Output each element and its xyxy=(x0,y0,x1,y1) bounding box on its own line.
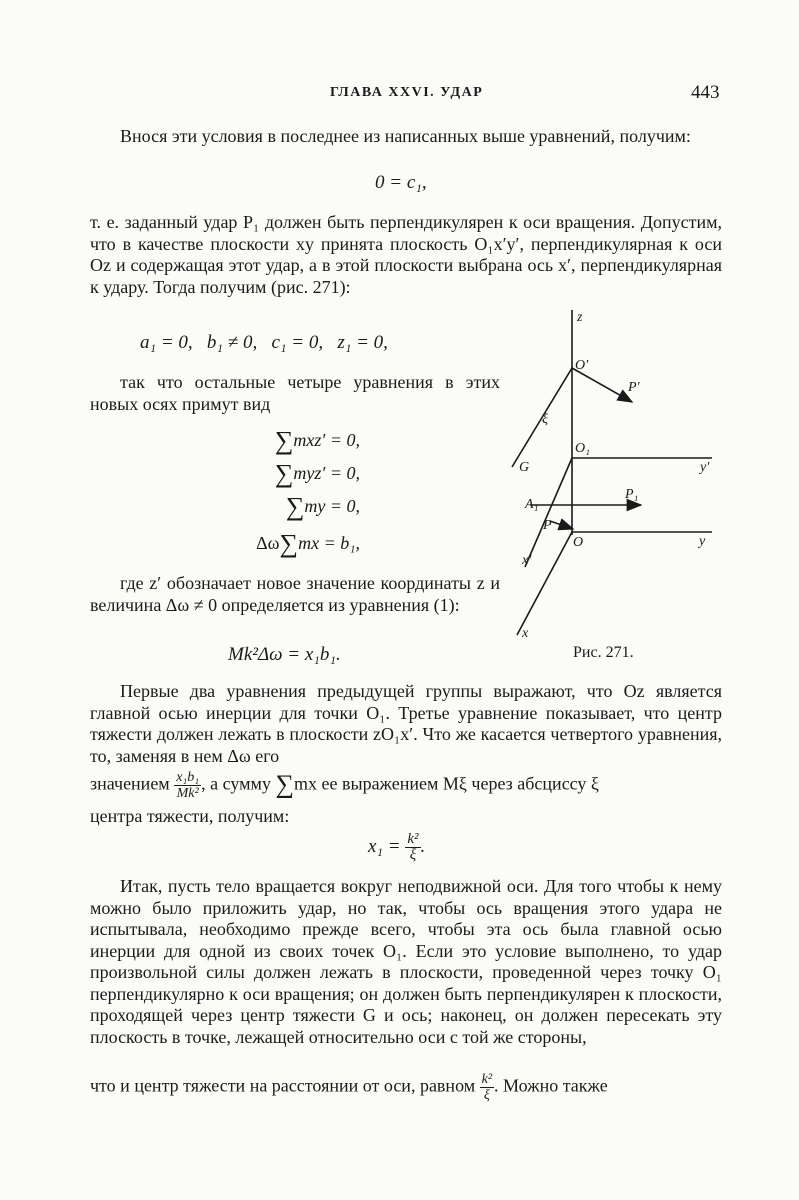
sum-eq-4-text: mx = b₁, xyxy=(298,533,360,553)
paragraph-5: Первые два уравнения предыдущей группы выражают, что Oz является главной осью инерции для точки O₁. Третье уравнение показывает, что центр тяжести должен лежать в плоскости zO₁x′. Что же касается четвертого уравнения, то, заменяя в нем Δω его xyxy=(90,681,722,766)
label-o1: O₁ xyxy=(575,441,590,456)
paragraph-6-line xyxy=(90,770,722,801)
fraction-denominator: Mk² xyxy=(176,786,199,801)
sum-eq-1-text: mxz′ = 0, xyxy=(293,430,360,450)
sum-equation-3 xyxy=(200,492,360,522)
label-o: O xyxy=(573,535,584,550)
sigma-symbol: ∑ xyxy=(279,529,299,558)
equation-c1: 0 = c₁, xyxy=(375,172,427,193)
label-p: P xyxy=(543,518,552,533)
p6-text-c: mx ее выражением Mξ через абсциссу ξ xyxy=(294,773,599,794)
paragraph-7: Итак, пусть тело вращается вокруг неподвижной оси. Для того чтобы к нему можно было приложить удар, но так, чтобы ось вращения этого удара не испытывала, необходимо прежде всего, чтобы эта ось была главной осью инерции для одной из своих точек O₁. Если это условие выполнено, то удар произвольной силы должен лежать в плоскости, проведенной через точку O₁ перпендикулярно к оси вращения; он должен быть перпендикулярен к плоскости, проходящей через центр тяжести G и ось; наконец, он должен пересекать эту плоскость в точке, лежащей относительно оси с той же стороны, xyxy=(90,876,722,1047)
fraction-numerator: k² xyxy=(481,1072,493,1087)
figure-diagram xyxy=(495,305,735,650)
label-p1: P₁ xyxy=(625,487,639,502)
label-z: z xyxy=(577,310,583,325)
fraction-denominator: ξ xyxy=(483,1088,490,1103)
fraction-denominator: ξ xyxy=(409,847,417,863)
figure-271 xyxy=(495,305,735,650)
paragraph-6-end: центра тяжести, получим: xyxy=(90,806,290,826)
p6-text-a: значением xyxy=(90,773,170,794)
equation-zero-conditions: a₁ = 0, b₁ ≠ 0, c₁ = 0, z₁ = 0, xyxy=(140,332,388,353)
label-g: G xyxy=(519,460,530,475)
equation-x1 xyxy=(368,832,425,863)
label-o-prime: O′ xyxy=(575,358,589,373)
fraction-k2-xi xyxy=(405,832,420,863)
label-xi: ξ xyxy=(542,412,548,427)
chapter-title: ГЛАВА XXVI. УДАР xyxy=(330,85,484,100)
sum-equation-4 xyxy=(200,529,360,559)
sigma-symbol: ∑ xyxy=(274,426,294,455)
sigma-symbol: ∑ xyxy=(285,492,305,521)
fraction-x1b1-mk2 xyxy=(174,770,201,801)
page-number: 443 xyxy=(691,82,720,103)
p-arrow xyxy=(550,521,573,529)
label-y-prime: y′ xyxy=(700,460,710,475)
sum-equation-2 xyxy=(200,459,360,489)
fraction-numerator: k² xyxy=(407,831,419,847)
sum-eq-3-text: my = 0, xyxy=(304,496,360,516)
running-header xyxy=(0,82,799,106)
paragraph-3: так что остальные четыре уравнения в этих новых осях примут вид xyxy=(90,372,500,414)
p8-text-b: . Можно также xyxy=(494,1075,608,1096)
eq-x1-left: x₁ = xyxy=(368,835,401,857)
paragraph-8-line xyxy=(90,1072,722,1103)
sum-eq-2-text: myz′ = 0, xyxy=(293,463,360,483)
label-p-prime: P′ xyxy=(628,380,640,395)
x-axis xyxy=(517,532,572,635)
paragraph-4: где z′ обозначает новое значение координаты z и величина Δω ≠ 0 определяется из уравнения (1): xyxy=(90,573,500,615)
label-x-prime: x′ xyxy=(522,553,532,568)
label-y: y xyxy=(699,534,706,549)
sigma-symbol: ∑ xyxy=(275,769,294,799)
eq-x1-end: . xyxy=(420,835,426,857)
label-x: x xyxy=(522,626,529,641)
label-a1: A₁ xyxy=(525,497,539,512)
fraction-numerator: x₁b₁ xyxy=(176,770,200,785)
equation-mk: Mk²Δω = x₁b₁. xyxy=(228,644,341,665)
fraction-k2-xi-inline xyxy=(480,1072,494,1103)
sum-equation-1 xyxy=(200,426,360,456)
paragraph-1: Внося эти условия в последнее из написанных выше уравнений, получим: xyxy=(120,126,691,146)
x-prime-axis xyxy=(525,458,572,567)
p6-text-b: , а сумму xyxy=(201,773,271,794)
p-prime-arrow xyxy=(572,368,632,402)
p8-text-a: что и центр тяжести на расстоянии от оси, равном xyxy=(90,1075,476,1096)
figure-caption: Рис. 271. xyxy=(573,644,634,661)
paragraph-2: т. е. заданный удар P₁ должен быть перпендикулярен к оси вращения. Допустим, что в качестве плоскости xy принята плоскость O₁x′y′, перпендикулярная к оси Oz и содержащая этот удар, а в этой плоскости выбрана ось x′, перпендикулярная к удару. Тогда получим (рис. 271): xyxy=(90,212,722,297)
sigma-symbol: ∑ xyxy=(274,459,294,488)
delta-omega: Δω xyxy=(256,533,280,553)
